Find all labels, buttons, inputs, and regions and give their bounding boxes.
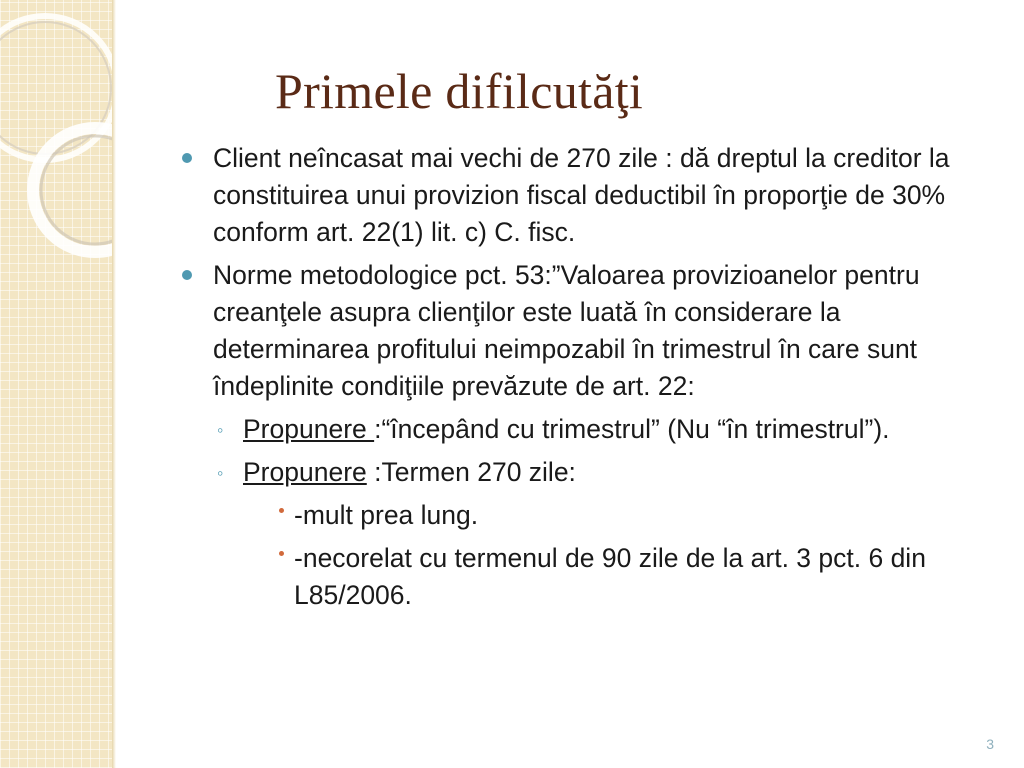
bullet-dot-icon — [182, 153, 192, 163]
sub-bullet-text: :Termen 270 zile: — [366, 457, 576, 487]
sidebar-edge — [112, 0, 116, 768]
bullet-item — [180, 257, 1000, 405]
sub-sub-bullet-text: -mult prea lung. — [294, 500, 479, 530]
sub-sub-bullet-text: -necorelat cu termenul de 90 zile de la art. 3 pct. 6 din L85/2006. — [294, 543, 926, 610]
ring-bullet-icon: ◦ — [217, 463, 224, 483]
ring-bullet-icon: ◦ — [217, 420, 224, 440]
proposal-label: Propunere — [243, 414, 375, 444]
decorative-circles — [0, 0, 112, 768]
slide-content — [180, 140, 1000, 620]
decorative-sidebar — [0, 0, 112, 768]
sub-sub-bullet-item — [180, 540, 1000, 614]
sub-sub-bullet-item — [180, 497, 1000, 534]
small-dot-bullet-icon — [279, 508, 284, 513]
sub-bullet-text: :“începând cu trimestrul” (Nu “în trimestrul”). — [374, 414, 890, 444]
small-dot-bullet-icon — [279, 551, 284, 556]
bullet-item — [180, 140, 1000, 251]
slide-title: Primele difilcutăţi — [275, 63, 644, 119]
sub-bullet-item — [180, 411, 1000, 448]
proposal-label: Propunere — [243, 457, 367, 487]
bullet-dot-icon — [182, 270, 192, 280]
bullet-text: Client neîncasat mai vechi de 270 zile : dă dreptul la creditor la constituirea unui provizion fiscal deductibil în proporţie de 30% conform art. 22(1) lit. c) C. fisc. — [213, 143, 950, 247]
bullet-text: Norme metodologice pct. 53:”Valoarea provizioanelor pentru creanţele asupra clienţilor este luată în considerare la determinarea profitului neimpozabil în trimestrul în care sunt îndeplinite condiţiile prevăzute de art. 22: — [213, 260, 920, 401]
page-number: 3 — [986, 736, 994, 752]
sub-bullet-item — [180, 454, 1000, 491]
